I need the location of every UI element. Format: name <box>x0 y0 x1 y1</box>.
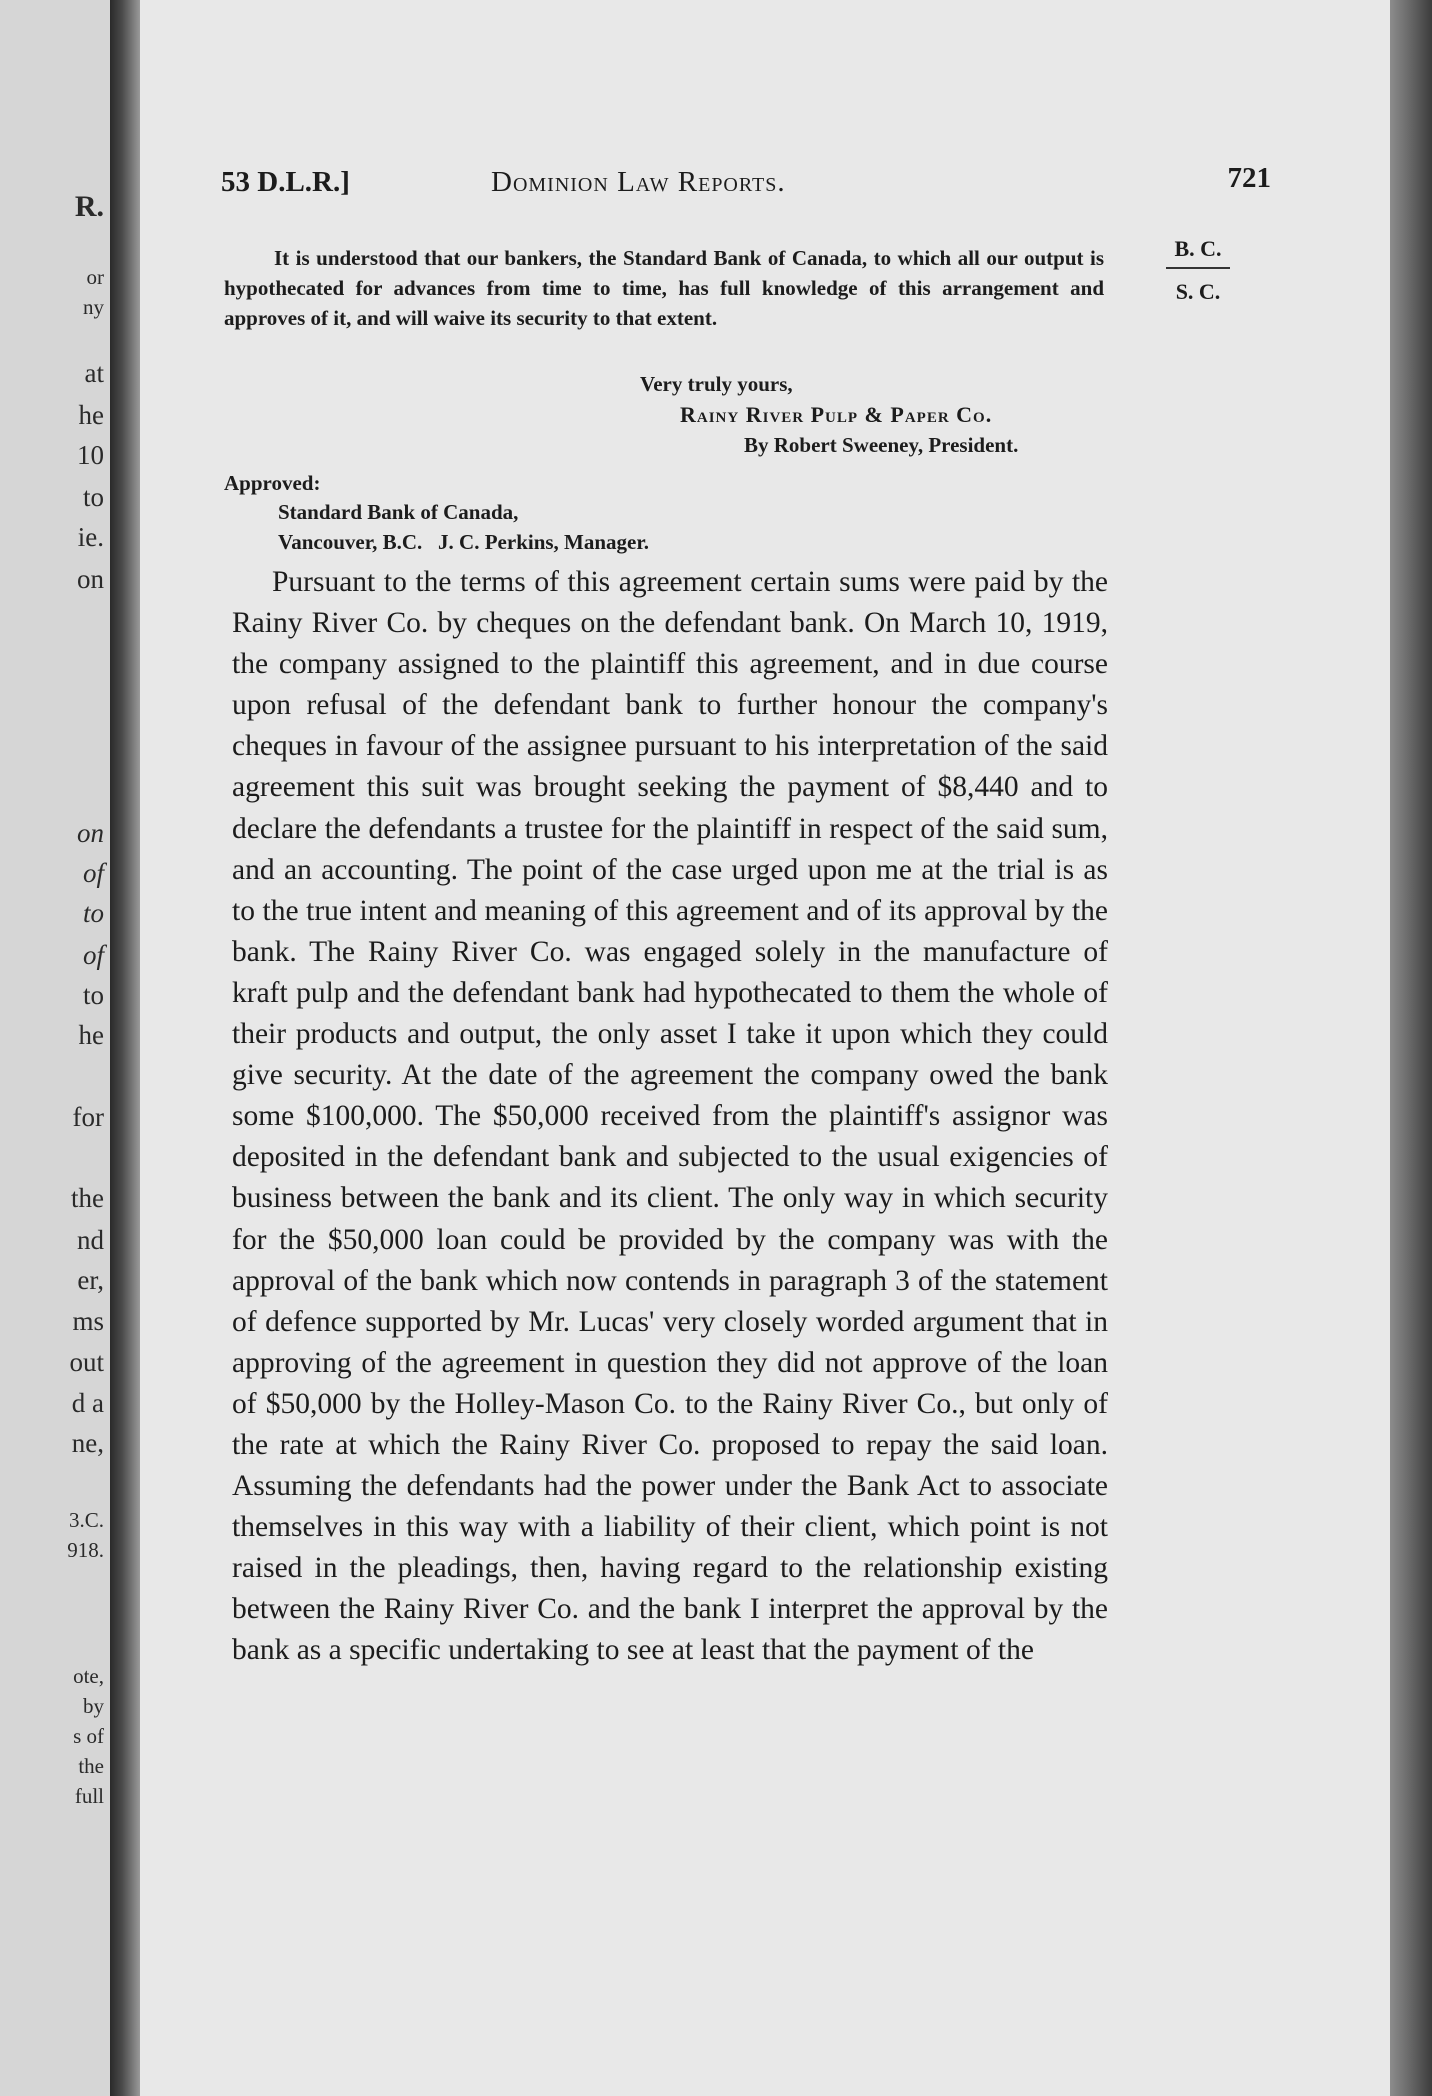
prev-fragment: of <box>82 858 104 888</box>
prev-fragment: ie. <box>77 522 104 552</box>
letter-text: It is understood that our bankers, the Standard Bank of Canada, to which all our output is hypothecated for advances from time to time, has full knowledge of this arrangement and approves of it, and will waive its security to that extent. <box>224 246 1104 330</box>
prev-fragment: 10 <box>77 440 104 470</box>
jurisdiction-label: B. C. <box>1166 236 1230 269</box>
prev-fragment: the <box>71 1183 104 1213</box>
prev-fragment: ne, <box>71 1428 104 1458</box>
prev-fragment: for <box>72 1102 104 1132</box>
prev-fragment: by <box>83 1694 104 1718</box>
prev-fragment: er, <box>77 1265 104 1295</box>
prev-fragment: he <box>78 1020 104 1050</box>
judgment-body <box>232 562 1108 1672</box>
prev-fragment: ny <box>83 295 104 319</box>
prev-fragment: nd <box>77 1225 104 1255</box>
prev-fragment: 918. <box>67 1538 104 1562</box>
prev-fragment: full <box>74 1784 104 1808</box>
previous-page-margin <box>0 0 110 2096</box>
prev-fragment: or <box>86 265 104 289</box>
prev-fragment: to <box>82 980 104 1010</box>
judgment-paragraph: Pursuant to the terms of this agreement certain sums were paid by the Rainy River Co. by cheques on the defendant bank. On March 10, 1919, the company assigned to the plaintiff this agreement, and in due course upon refusal of the defendant bank to further honour the company's cheques in favour of the assignee pursuant to his interpretation of the said agreement this suit was brought seeking the payment of $8,440 and to declare the defendants a trustee for the plaintiff in respect of the said sum, and an accounting. The point of the case urged upon me at the trial is as to the true intent and meaning of this agreement and of its approval by the bank. The Rainy River Co. was engaged solely in the manufacture of kraft pulp and the defendant bank had hypothecated to them the whole of their products and output, the only asset I take it upon which they could give security. At the date of the agreement the company owed the bank some $100,000. The $50,000 received from the plaintiff's assignor was deposited in the defendant bank and subjected to the usual exigencies of business between the bank and its client. The only way in which security for the $50,000 loan could be provided by the company was with the approval of the bank which now contends in paragraph 3 of the statement of defence supported by Mr. Lucas' very closely worded argument that in approving of the agreement in question they did not approve of the loan of $50,000 by the Holley-Mason Co. to the Rainy River Co., but only of the rate at which the Rainy River Co. proposed to repay the said loan. Assuming the defendants had the power under the Bank Act to associate themselves in this way with a liability of their client, which point is not raised in the pleadings, then, having regard to the relationship existing between the Rainy River Co. and the bank I interpret the approval by the bank as a specific undertaking to see at least that the payment of the <box>232 566 1108 1667</box>
volume-reference: 53 D.L.R.] <box>221 166 350 198</box>
running-header <box>221 162 1271 206</box>
letter-company: Rainy River Pulp & Paper Co. <box>680 402 993 427</box>
approval-label: Approved: <box>224 471 321 495</box>
approval-bank: Standard Bank of Canada, <box>278 500 519 524</box>
letter-closing: Very truly yours, <box>640 372 793 396</box>
prev-fragment: d a <box>71 1388 104 1418</box>
court-label: S. C. <box>1175 279 1221 304</box>
letter-signatory: By Robert Sweeney, President. <box>744 433 1019 457</box>
report-title: Dominion Law Reports. <box>491 166 786 198</box>
letter-paragraph <box>224 243 1104 333</box>
page-number: 721 <box>1227 162 1271 194</box>
prev-fragment: he <box>78 400 104 430</box>
prev-fragment: at <box>84 358 104 388</box>
prev-fragment: of <box>82 940 104 970</box>
book-gutter <box>110 0 140 2096</box>
approval-place: Vancouver, B.C. J. C. Perkins, Manager. <box>278 530 650 554</box>
prev-fragment: the <box>78 1754 104 1778</box>
prev-fragment: ote, <box>73 1664 104 1688</box>
prev-fragment: out <box>69 1347 104 1377</box>
court-marginal-note <box>1166 236 1230 305</box>
prev-fragment: to <box>82 482 104 512</box>
book-page-edges <box>1390 0 1432 2096</box>
prev-fragment: s of <box>73 1724 104 1748</box>
prev-fragment: R. <box>74 190 104 223</box>
prev-fragment: to <box>82 898 104 928</box>
prev-fragment: on <box>77 564 104 594</box>
prev-fragment: on <box>77 818 104 848</box>
prev-fragment: 3.C. <box>68 1508 104 1532</box>
prev-fragment: ms <box>72 1306 104 1336</box>
